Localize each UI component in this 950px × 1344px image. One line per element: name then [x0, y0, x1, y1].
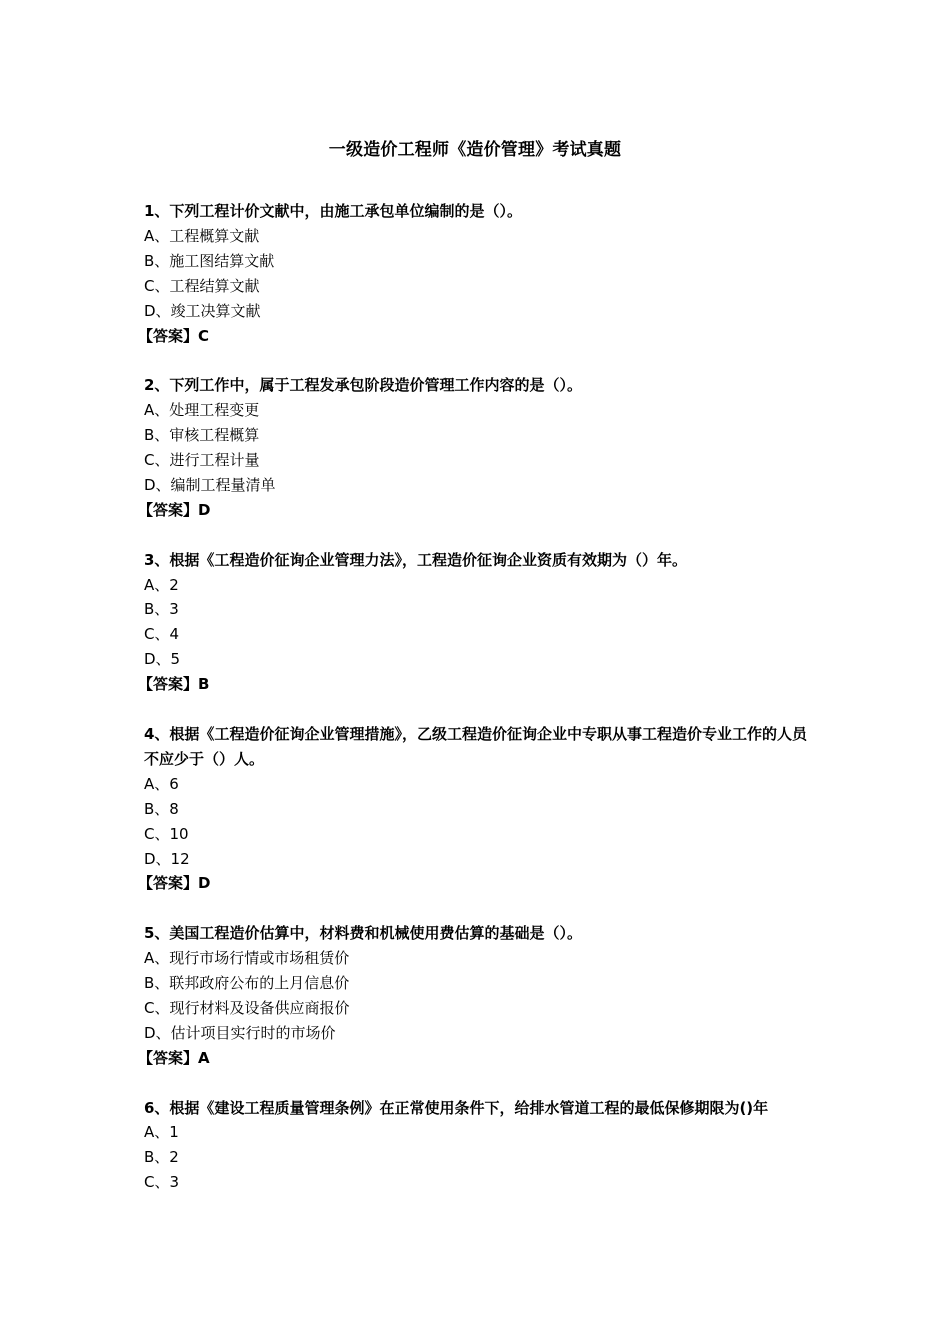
- question-answer: 【答案】C: [138, 326, 210, 345]
- question-option: D、估计项目实行时的市场价: [144, 1023, 336, 1042]
- question-option: C、工程结算文献: [144, 276, 260, 295]
- question-option: B、审核工程概算: [144, 426, 260, 445]
- question-option: A、工程概算文献: [144, 226, 260, 245]
- question-option: A、2: [144, 575, 179, 594]
- question-option: B、施工图结算文献: [144, 251, 275, 270]
- question-answer: 【答案】A: [138, 1048, 210, 1067]
- question-option: A、现行市场行情或市场租赁价: [144, 949, 350, 968]
- question-option: A、6: [144, 774, 179, 793]
- question-4: [138, 722, 814, 896]
- question-option: D、12: [144, 849, 190, 868]
- question-option: C、进行工程计量: [144, 451, 260, 470]
- question-option: D、5: [144, 650, 181, 669]
- question-list: [138, 199, 814, 1220]
- question-option: B、2: [144, 1148, 179, 1167]
- question-option: C、3: [144, 1173, 180, 1192]
- question-option: C、4: [144, 625, 180, 644]
- question-option: B、8: [144, 799, 179, 818]
- question-3: [138, 548, 814, 697]
- question-stem: 3、根据《工程造价征询企业管理力法》，工程造价征询企业资质有效期为（）年。: [144, 550, 687, 569]
- question-option: C、现行材料及设备供应商报价: [144, 998, 350, 1017]
- question-option: D、编制工程量清单: [144, 475, 276, 494]
- question-option: B、3: [144, 600, 179, 619]
- question-stem: 5、美国工程造价估算中，材料费和机械使用费估算的基础是（）。: [144, 924, 582, 943]
- question-6: [144, 1096, 814, 1196]
- question-option: C、10: [144, 824, 189, 843]
- question-option: A、1: [144, 1123, 179, 1142]
- question-option: A、处理工程变更: [144, 401, 260, 420]
- question-answer: 【答案】D: [138, 500, 211, 519]
- question-5: [138, 921, 814, 1070]
- question-stem: 4、根据《工程造价征询企业管理措施》，乙级工程造价征询企业中专职从事工程造价专业工作的人员不应少于（）人。: [144, 724, 807, 768]
- question-stem: 2、下列工作中，属于工程发承包阶段造价管理工作内容的是（）。: [144, 376, 582, 395]
- question-2: [138, 373, 814, 522]
- question-stem: 6、根据《建设工程质量管理条例》在正常使用条件下，给排水管道工程的最低保修期限为()年: [144, 1098, 769, 1117]
- question-option: B、联邦政府公布的上月信息价: [144, 974, 350, 993]
- question-option: D、竣工决算文献: [144, 301, 261, 320]
- question-1: [138, 199, 814, 348]
- document-title: 一级造价工程师《造价管理》考试真题: [328, 140, 622, 160]
- question-stem: 1、下列工程计价文献中，由施工承包单位编制的是（）。: [144, 202, 522, 220]
- question-answer: 【答案】D: [138, 874, 211, 893]
- question-answer: 【答案】B: [138, 675, 210, 694]
